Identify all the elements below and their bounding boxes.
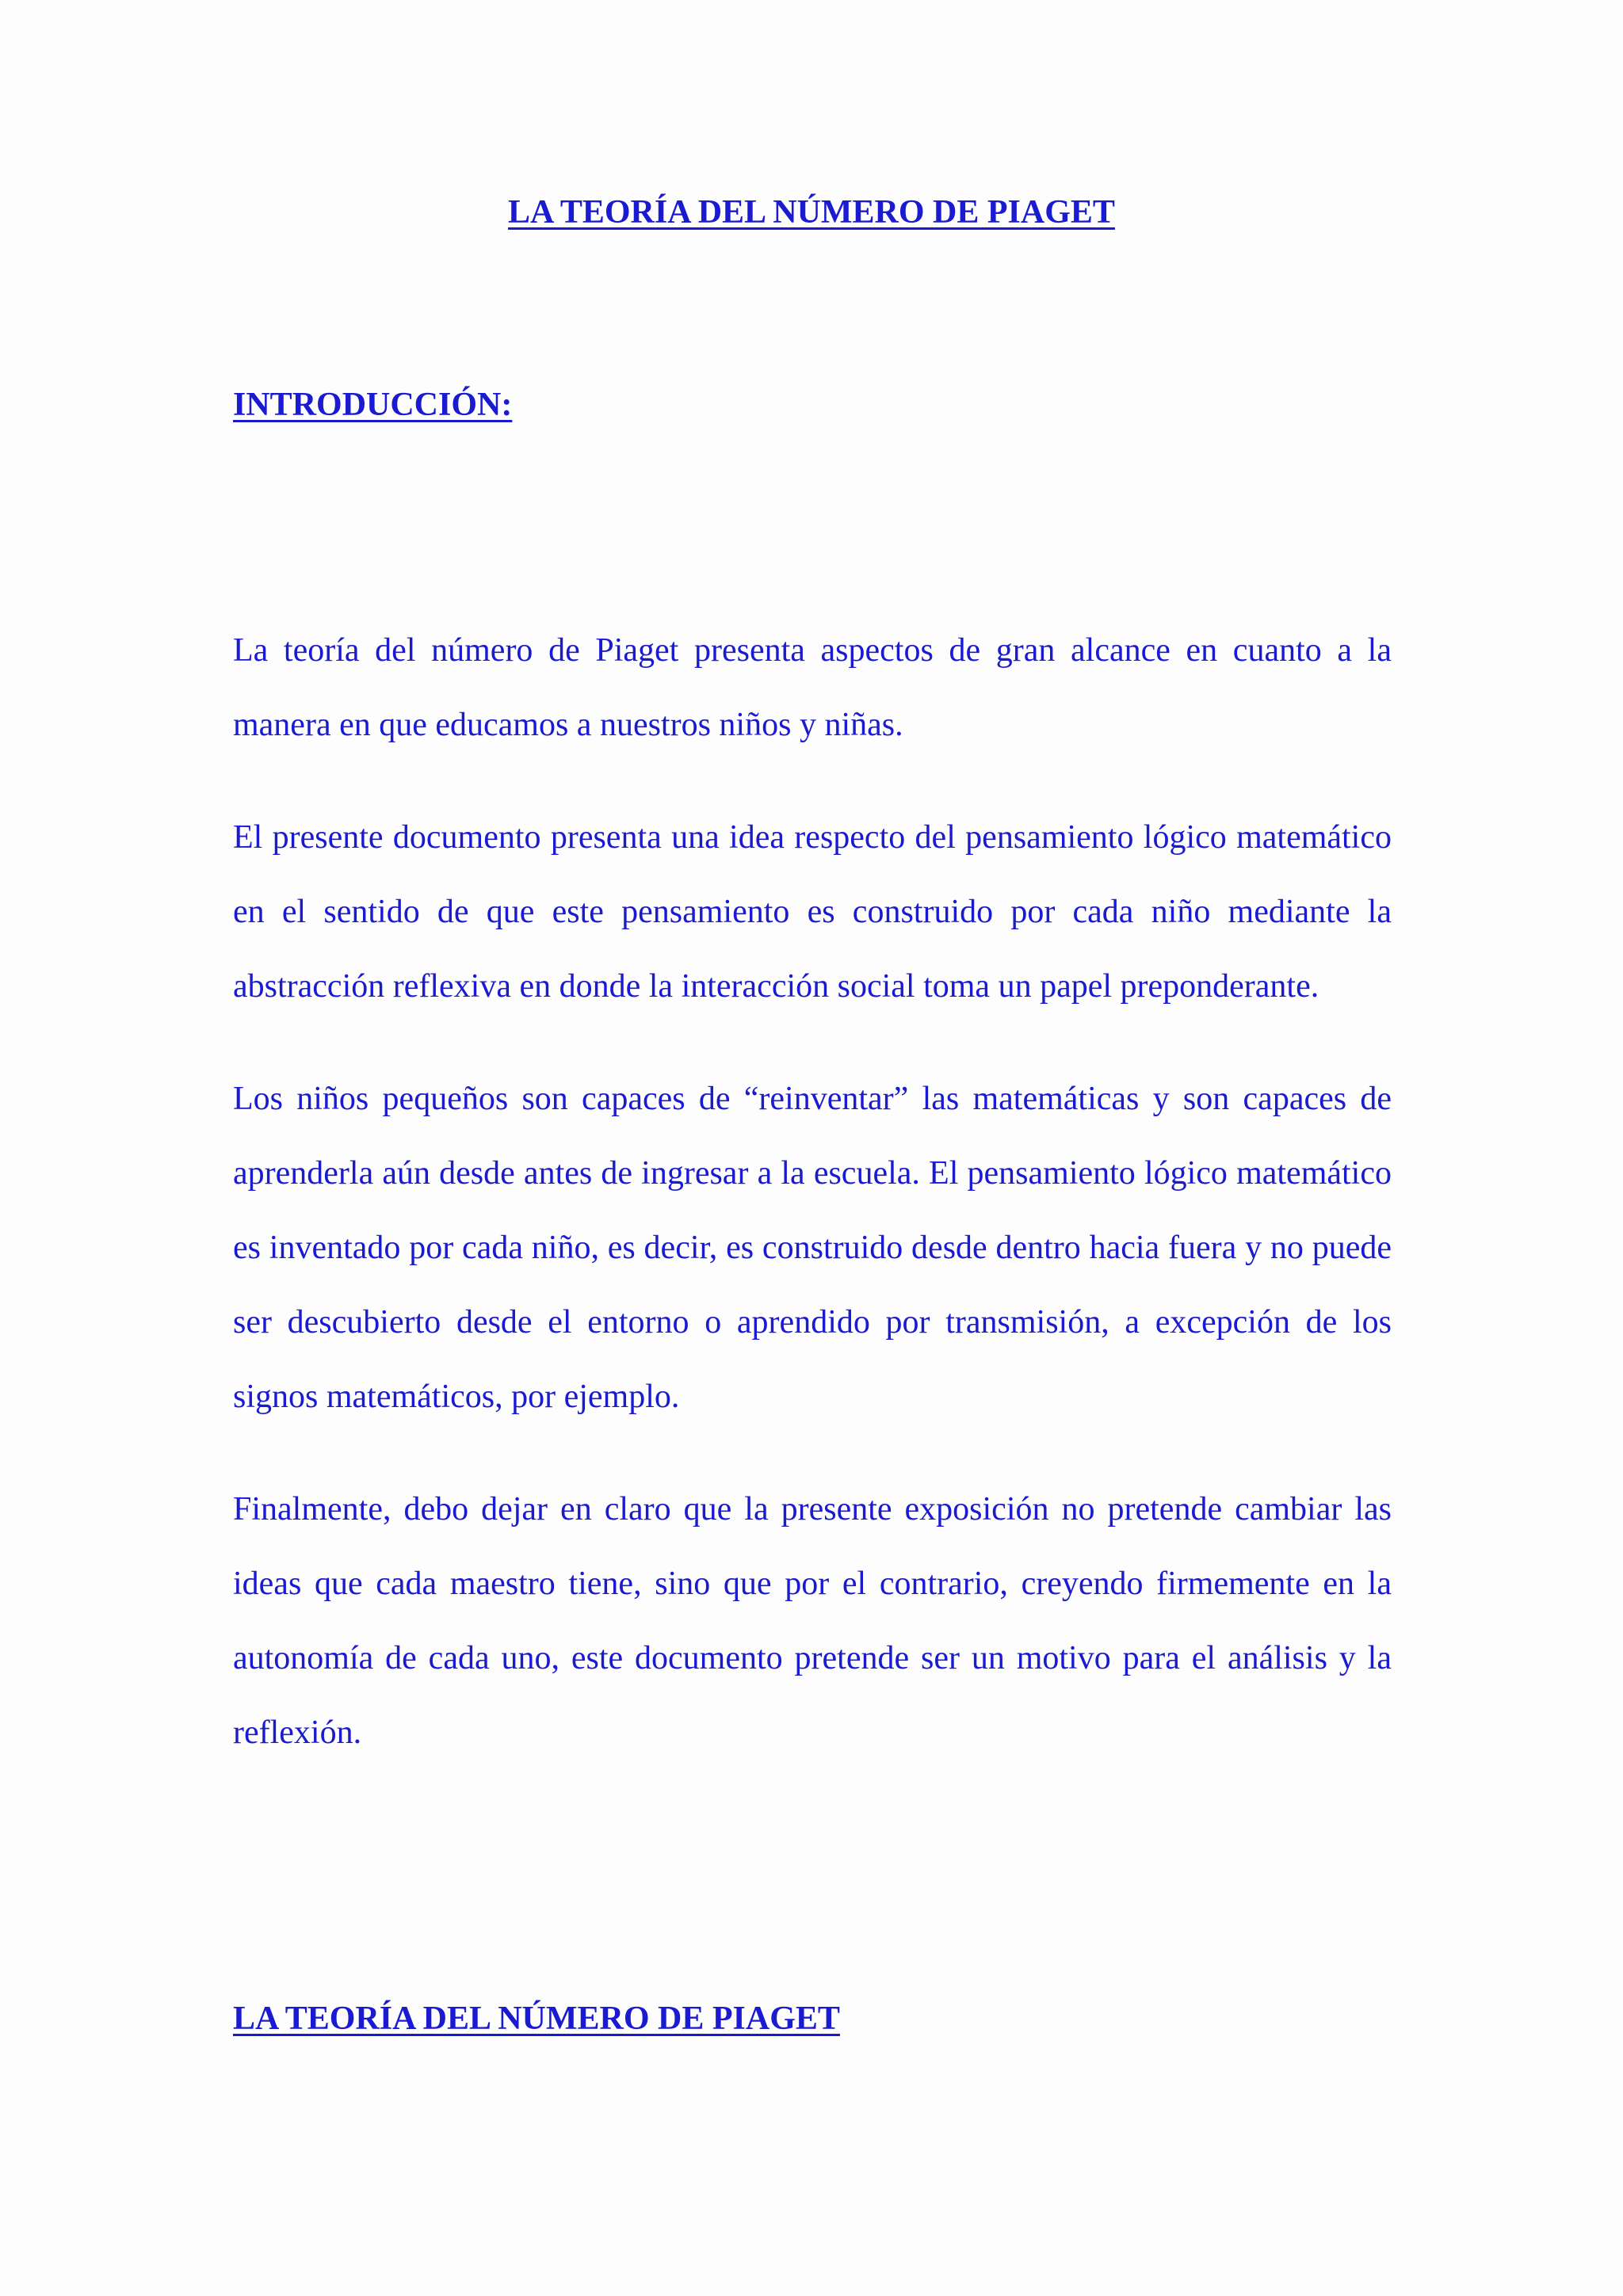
paragraph-3: Los niños pequeños son capaces de “reinventar” las matemáticas y son capaces de aprenderla aún desde antes de ingresar a la escuela. El pensamiento lógico matemático es inventado por cada niño, es decir, es construido desde dentro hacia fuera y no puede ser descubierto desde el entorno o aprendido por transmisión, a excepción de los signos matemáticos, por ejemplo. xyxy=(233,1081,1392,1415)
paragraph-2: El presente documento presenta una idea respecto del pensamiento lógico matemático en el sentido de que este pensamiento es construido por cada niño mediante la abstracción reflexiva en donde la interacción social toma un papel preponderante. xyxy=(233,819,1392,1005)
section-heading: LA TEORÍA DEL NÚMERO DE PIAGET xyxy=(233,2000,840,2037)
introduction-heading: INTRODUCCIÓN: xyxy=(233,387,513,423)
paragraph-4: Finalmente, debo dejar en claro que la presente exposición no pretende cambiar las ideas que cada maestro tiene, sino que por el contrario, creyendo firmemente en la autonomía de cada uno, este documento pretende ser un motivo para el análisis y la reflexión. xyxy=(233,1491,1392,1751)
document-title: LA TEORÍA DEL NÚMERO DE PIAGET xyxy=(508,194,1115,231)
paragraph-1: La teoría del número de Piaget presenta aspectos de gran alcance en cuanto a la manera en que educamos a nuestros niños y niñas. xyxy=(233,632,1392,743)
introduction-body xyxy=(233,613,1392,1770)
